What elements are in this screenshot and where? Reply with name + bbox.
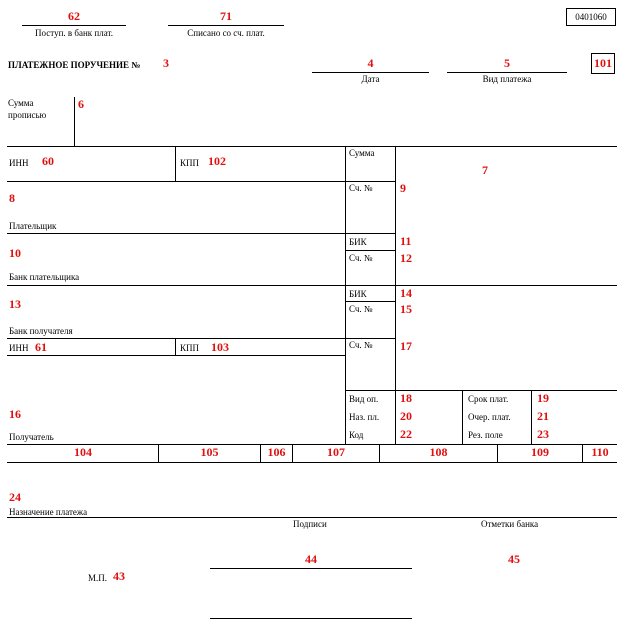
code-label: Код bbox=[349, 430, 364, 440]
field-107: 107 bbox=[327, 445, 345, 459]
field-17: 17 bbox=[400, 339, 412, 353]
reserve-field-label: Рез. поле bbox=[468, 430, 503, 440]
divider bbox=[175, 338, 176, 355]
divider bbox=[7, 285, 617, 286]
divider bbox=[345, 301, 395, 302]
purpose-code-label: Наз. пл. bbox=[349, 412, 380, 422]
field-61: 61 bbox=[35, 340, 47, 354]
divider bbox=[7, 146, 617, 147]
recipient-label: Получатель bbox=[9, 432, 54, 442]
form-code: 0401060 bbox=[566, 8, 616, 26]
field-62: 62 bbox=[68, 9, 80, 23]
divider bbox=[7, 181, 395, 182]
divider bbox=[462, 390, 463, 445]
field-21: 21 bbox=[537, 409, 549, 423]
field-108: 108 bbox=[429, 445, 448, 459]
purpose-label: Назначение платежа bbox=[9, 507, 88, 517]
payer-inn-label: ИНН bbox=[9, 158, 29, 168]
field-23: 23 bbox=[537, 427, 549, 441]
field-14: 14 bbox=[400, 286, 412, 300]
field-9: 9 bbox=[400, 181, 406, 195]
field-101: 101 bbox=[591, 53, 615, 74]
divider bbox=[7, 444, 617, 445]
field-13: 13 bbox=[9, 297, 21, 311]
field-22: 22 bbox=[400, 427, 412, 441]
field-106: 106 bbox=[267, 445, 286, 459]
divider bbox=[345, 390, 617, 391]
field-24: 24 bbox=[9, 490, 21, 504]
field-102: 102 bbox=[208, 154, 226, 168]
field-8: 8 bbox=[9, 191, 15, 205]
field-105: 105 bbox=[200, 445, 219, 459]
divider bbox=[531, 390, 532, 445]
divider bbox=[7, 233, 395, 234]
recipient-bik-label: БИК bbox=[349, 289, 367, 299]
recipient-kpp-label: КПП bbox=[180, 343, 200, 353]
divider bbox=[22, 25, 126, 26]
divider bbox=[345, 250, 395, 251]
field-71: 71 bbox=[220, 9, 232, 23]
field-20: 20 bbox=[400, 409, 412, 423]
debited-label: Списано со сч. плат. bbox=[187, 28, 265, 38]
form-title: ПЛАТЕЖНОЕ ПОРУЧЕНИЕ № bbox=[8, 60, 141, 70]
divider bbox=[7, 462, 617, 463]
divider bbox=[395, 146, 396, 445]
received-in-bank-label: Поступ. в банк плат. bbox=[35, 28, 113, 38]
field-10: 10 bbox=[9, 246, 21, 260]
divider bbox=[7, 355, 345, 356]
field-44: 44 bbox=[305, 552, 317, 566]
amount-words-label-1: Сумма bbox=[8, 98, 34, 108]
field-43: 43 bbox=[113, 569, 125, 583]
divider bbox=[74, 97, 75, 146]
payer-account-label: Сч. № bbox=[349, 183, 373, 193]
field-103: 103 bbox=[211, 340, 229, 354]
field-18: 18 bbox=[400, 391, 412, 405]
payer-kpp-label: КПП bbox=[180, 158, 200, 168]
payer-bank-account-label: Сч. № bbox=[349, 253, 373, 263]
pay-term-label: Срок плат. bbox=[468, 394, 509, 404]
field-45: 45 bbox=[508, 552, 520, 566]
field-110: 110 bbox=[591, 445, 609, 459]
divider bbox=[175, 146, 176, 181]
stamp-label: М.П. bbox=[88, 573, 108, 583]
signature-line-2 bbox=[210, 618, 412, 619]
field-5: 5 bbox=[504, 56, 510, 70]
divider bbox=[168, 25, 284, 26]
field-4: 4 bbox=[367, 56, 374, 70]
payer-label: Плательщик bbox=[9, 221, 57, 231]
recipient-account-label: Сч. № bbox=[349, 340, 373, 350]
divider bbox=[345, 146, 346, 445]
recipient-bank-label: Банк получателя bbox=[9, 326, 73, 336]
op-type-label: Вид оп. bbox=[349, 394, 379, 404]
payer-bik-label: БИК bbox=[349, 237, 367, 247]
field-15: 15 bbox=[400, 302, 412, 316]
divider bbox=[312, 72, 429, 73]
priority-label: Очер. плат. bbox=[468, 412, 511, 422]
field-104: 104 bbox=[74, 445, 92, 459]
recipient-bank-account-label: Сч. № bbox=[349, 304, 373, 314]
amount-words-label-2: прописью bbox=[8, 110, 47, 120]
divider bbox=[7, 338, 395, 339]
field-60: 60 bbox=[42, 154, 54, 168]
signatures-label: Подписи bbox=[293, 519, 327, 529]
field-3: 3 bbox=[163, 56, 169, 70]
sum-label: Сумма bbox=[349, 148, 375, 158]
payment-type-label: Вид платежа bbox=[482, 74, 532, 84]
signature-line-1 bbox=[210, 568, 412, 569]
field-12: 12 bbox=[400, 251, 412, 265]
field-19: 19 bbox=[537, 391, 549, 405]
field-16: 16 bbox=[9, 407, 21, 421]
field-6: 6 bbox=[78, 97, 84, 111]
field-109: 109 bbox=[531, 445, 549, 459]
divider bbox=[7, 517, 617, 518]
field-11: 11 bbox=[400, 234, 412, 248]
payer-bank-label: Банк плательщика bbox=[9, 272, 80, 282]
bank-marks-label: Отметки банка bbox=[481, 519, 539, 529]
divider bbox=[447, 72, 567, 73]
date-label: Дата bbox=[361, 74, 380, 84]
field-7: 7 bbox=[482, 163, 488, 177]
recipient-inn-label: ИНН bbox=[9, 343, 29, 353]
